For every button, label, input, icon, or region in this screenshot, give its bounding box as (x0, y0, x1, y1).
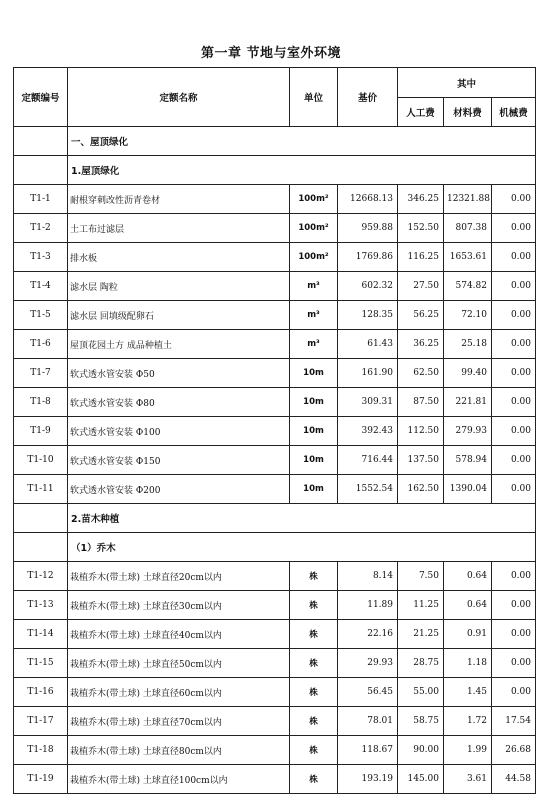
machine-cell: 0.00 (492, 214, 536, 243)
code-cell: T1-3 (14, 243, 68, 272)
code-cell: T1-17 (14, 707, 68, 736)
labor-cell: 145.00 (398, 765, 444, 794)
machine-cell: 0.00 (492, 446, 536, 475)
table-row (14, 301, 536, 330)
name-cell: 栽植乔木(带土球) 土球直径80cm以内 (68, 736, 290, 765)
table-row (14, 243, 536, 272)
section-row (14, 533, 536, 562)
code-cell: T1-7 (14, 359, 68, 388)
unit-cell: 株 (290, 562, 338, 591)
material-cell: 3.61 (444, 765, 492, 794)
unit-cell: 株 (290, 765, 338, 794)
material-cell: 1.18 (444, 649, 492, 678)
machine-cell: 26.68 (492, 736, 536, 765)
header-base-price: 基价 (338, 68, 398, 127)
base-price-cell: 22.16 (338, 620, 398, 649)
unit-cell: 100m² (290, 214, 338, 243)
base-price-cell: 118.67 (338, 736, 398, 765)
labor-cell: 36.25 (398, 330, 444, 359)
material-cell: 12321.88 (444, 185, 492, 214)
name-cell: 栽植乔木(带土球) 土球直径60cm以内 (68, 678, 290, 707)
base-price-cell: 193.19 (338, 765, 398, 794)
code-cell: T1-5 (14, 301, 68, 330)
unit-cell: 10m (290, 446, 338, 475)
machine-cell: 0.00 (492, 301, 536, 330)
base-price-cell: 128.35 (338, 301, 398, 330)
table-row (14, 388, 536, 417)
material-cell: 1390.04 (444, 475, 492, 504)
name-cell: 栽植乔木(带土球) 土球直径40cm以内 (68, 620, 290, 649)
labor-cell: 112.50 (398, 417, 444, 446)
section-seedling-planting: 2.苗木种植 (68, 504, 536, 533)
name-cell: 软式透水管安装 Φ100 (68, 417, 290, 446)
section-row (14, 504, 536, 533)
table-row (14, 620, 536, 649)
labor-cell: 28.75 (398, 649, 444, 678)
name-cell: 耐根穿刺改性沥青卷材 (68, 185, 290, 214)
unit-cell: 100m² (290, 185, 338, 214)
machine-cell: 0.00 (492, 649, 536, 678)
name-cell: 软式透水管安装 Φ80 (68, 388, 290, 417)
material-cell: 1.72 (444, 707, 492, 736)
table-row (14, 359, 536, 388)
table-row (14, 475, 536, 504)
labor-cell: 90.00 (398, 736, 444, 765)
code-cell: T1-8 (14, 388, 68, 417)
name-cell: 土工布过滤层 (68, 214, 290, 243)
base-price-cell: 309.31 (338, 388, 398, 417)
base-price-cell: 78.01 (338, 707, 398, 736)
code-cell: T1-14 (14, 620, 68, 649)
empty-cell (14, 156, 68, 185)
machine-cell: 17.54 (492, 707, 536, 736)
unit-cell: 10m (290, 388, 338, 417)
subsection-roof-greening: 1.屋顶绿化 (68, 156, 536, 185)
machine-cell: 0.00 (492, 620, 536, 649)
labor-cell: 116.25 (398, 243, 444, 272)
labor-cell: 62.50 (398, 359, 444, 388)
material-cell: 221.81 (444, 388, 492, 417)
material-cell: 1653.61 (444, 243, 492, 272)
base-price-cell: 29.93 (338, 649, 398, 678)
base-price-cell: 56.45 (338, 678, 398, 707)
unit-cell: 株 (290, 707, 338, 736)
material-cell: 0.64 (444, 562, 492, 591)
code-cell: T1-6 (14, 330, 68, 359)
material-cell: 72.10 (444, 301, 492, 330)
material-cell: 25.18 (444, 330, 492, 359)
code-cell: T1-12 (14, 562, 68, 591)
unit-cell: m³ (290, 272, 338, 301)
machine-cell: 0.00 (492, 272, 536, 301)
header-of-which: 其中 (398, 68, 536, 98)
unit-cell: 株 (290, 678, 338, 707)
empty-cell (14, 533, 68, 562)
empty-cell (14, 127, 68, 156)
unit-cell: 10m (290, 475, 338, 504)
labor-cell: 55.00 (398, 678, 444, 707)
material-cell: 0.64 (444, 591, 492, 620)
machine-cell: 0.00 (492, 388, 536, 417)
base-price-cell: 11.89 (338, 591, 398, 620)
base-price-cell: 1552.54 (338, 475, 398, 504)
machine-cell: 0.00 (492, 562, 536, 591)
table-row (14, 562, 536, 591)
unit-cell: 株 (290, 591, 338, 620)
name-cell: 滤水层 陶粒 (68, 272, 290, 301)
table-row (14, 272, 536, 301)
labor-cell: 162.50 (398, 475, 444, 504)
base-price-cell: 8.14 (338, 562, 398, 591)
material-cell: 807.38 (444, 214, 492, 243)
labor-cell: 21.25 (398, 620, 444, 649)
code-cell: T1-2 (14, 214, 68, 243)
material-cell: 0.91 (444, 620, 492, 649)
name-cell: 滤水层 回填级配卵石 (68, 301, 290, 330)
base-price-cell: 161.90 (338, 359, 398, 388)
table-row (14, 330, 536, 359)
unit-cell: 株 (290, 649, 338, 678)
base-price-cell: 61.43 (338, 330, 398, 359)
name-cell: 栽植乔木(带土球) 土球直径100cm以内 (68, 765, 290, 794)
section-row (14, 127, 536, 156)
unit-cell: 100m² (290, 243, 338, 272)
machine-cell: 0.00 (492, 359, 536, 388)
unit-cell: 10m (290, 417, 338, 446)
name-cell: 软式透水管安装 Φ50 (68, 359, 290, 388)
code-cell: T1-16 (14, 678, 68, 707)
labor-cell: 11.25 (398, 591, 444, 620)
code-cell: T1-9 (14, 417, 68, 446)
header-unit: 单位 (290, 68, 338, 127)
header-machine: 机械费 (492, 98, 536, 127)
table-row (14, 736, 536, 765)
name-cell: 屋顶花园土方 成品种植土 (68, 330, 290, 359)
base-price-cell: 716.44 (338, 446, 398, 475)
name-cell: 栽植乔木(带土球) 土球直径50cm以内 (68, 649, 290, 678)
material-cell: 1.99 (444, 736, 492, 765)
header-name: 定额名称 (68, 68, 290, 127)
labor-cell: 7.50 (398, 562, 444, 591)
code-cell: T1-11 (14, 475, 68, 504)
base-price-cell: 1769.86 (338, 243, 398, 272)
table-row (14, 591, 536, 620)
section-row (14, 156, 536, 185)
unit-cell: 10m (290, 359, 338, 388)
code-cell: T1-18 (14, 736, 68, 765)
table-row (14, 678, 536, 707)
quota-table (13, 67, 536, 794)
unit-cell: m³ (290, 330, 338, 359)
name-cell: 软式透水管安装 Φ150 (68, 446, 290, 475)
table-row (14, 765, 536, 794)
code-cell: T1-13 (14, 591, 68, 620)
labor-cell: 152.50 (398, 214, 444, 243)
table-row (14, 649, 536, 678)
name-cell: 软式透水管安装 Φ200 (68, 475, 290, 504)
table-row (14, 446, 536, 475)
name-cell: 栽植乔木(带土球) 土球直径70cm以内 (68, 707, 290, 736)
machine-cell: 0.00 (492, 185, 536, 214)
section-roof-greening: 一、屋顶绿化 (68, 127, 536, 156)
material-cell: 578.94 (444, 446, 492, 475)
header-material: 材料费 (444, 98, 492, 127)
table-row (14, 707, 536, 736)
machine-cell: 0.00 (492, 330, 536, 359)
machine-cell: 0.00 (492, 475, 536, 504)
base-price-cell: 392.43 (338, 417, 398, 446)
machine-cell: 44.58 (492, 765, 536, 794)
name-cell: 栽植乔木(带土球) 土球直径20cm以内 (68, 562, 290, 591)
labor-cell: 87.50 (398, 388, 444, 417)
code-cell: T1-15 (14, 649, 68, 678)
material-cell: 279.93 (444, 417, 492, 446)
name-cell: 排水板 (68, 243, 290, 272)
labor-cell: 58.75 (398, 707, 444, 736)
labor-cell: 56.25 (398, 301, 444, 330)
base-price-cell: 959.88 (338, 214, 398, 243)
machine-cell: 0.00 (492, 678, 536, 707)
code-cell: T1-1 (14, 185, 68, 214)
labor-cell: 27.50 (398, 272, 444, 301)
empty-cell (14, 504, 68, 533)
unit-cell: 株 (290, 620, 338, 649)
material-cell: 1.45 (444, 678, 492, 707)
unit-cell: 株 (290, 736, 338, 765)
name-cell: 栽植乔木(带土球) 土球直径30cm以内 (68, 591, 290, 620)
unit-cell: m³ (290, 301, 338, 330)
table-row (14, 214, 536, 243)
labor-cell: 137.50 (398, 446, 444, 475)
code-cell: T1-4 (14, 272, 68, 301)
code-cell: T1-19 (14, 765, 68, 794)
machine-cell: 0.00 (492, 417, 536, 446)
machine-cell: 0.00 (492, 591, 536, 620)
table-row (14, 185, 536, 214)
subsection-trees: （1）乔木 (68, 533, 536, 562)
material-cell: 99.40 (444, 359, 492, 388)
header-labor: 人工费 (398, 98, 444, 127)
page-title: 第一章 节地与室外环境 (200, 46, 342, 61)
labor-cell: 346.25 (398, 185, 444, 214)
machine-cell: 0.00 (492, 243, 536, 272)
material-cell: 574.82 (444, 272, 492, 301)
base-price-cell: 602.32 (338, 272, 398, 301)
table-body (14, 127, 536, 794)
base-price-cell: 12668.13 (338, 185, 398, 214)
header-code: 定额编号 (14, 68, 68, 127)
code-cell: T1-10 (14, 446, 68, 475)
table-row (14, 417, 536, 446)
